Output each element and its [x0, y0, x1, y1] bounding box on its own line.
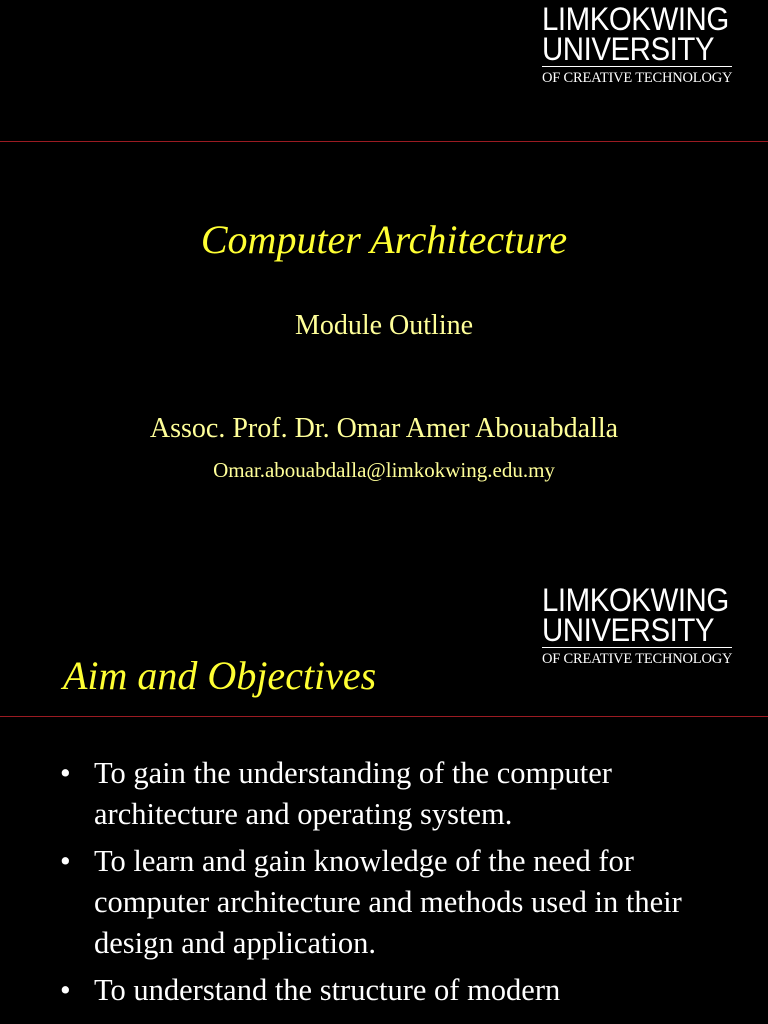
logo-line-1: LIMKOKWING [542, 582, 729, 618]
bullet-icon: • [60, 756, 71, 790]
logo-line-2: UNIVERSITY [542, 31, 715, 67]
header-divider [0, 141, 768, 142]
university-logo [542, 1, 760, 87]
bullet-text: To learn and gain knowledge of the need for computer architecture and methods used in their design and application. [94, 844, 682, 960]
slide-subtitle: Module Outline [294, 310, 474, 341]
objectives-list [60, 753, 750, 1017]
list-item [60, 841, 750, 964]
logo-line-2: UNIVERSITY [542, 612, 715, 648]
bullet-icon: • [60, 844, 71, 878]
bullet-text: To understand the structure of modern [94, 973, 561, 1007]
logo-line-3: OF CREATIVE TECHNOLOGY [542, 66, 732, 87]
header-divider [0, 716, 768, 717]
slide-title-heading: Computer Architecture [200, 217, 568, 262]
author-email: Omar.abouabdalla@limkokwing.edu.my [213, 458, 555, 482]
bullet-icon: • [60, 973, 71, 1007]
author-name: Assoc. Prof. Dr. Omar Amer Abouabdalla [149, 413, 619, 444]
logo-line-3: OF CREATIVE TECHNOLOGY [542, 647, 732, 668]
logo-line-1: LIMKOKWING [542, 1, 729, 37]
list-item [60, 753, 750, 835]
slide-aims [0, 575, 768, 1024]
aims-heading: Aim and Objectives [63, 653, 377, 698]
list-item [60, 970, 750, 1011]
university-logo [542, 582, 760, 668]
bullet-text: To gain the understanding of the computer architecture and operating system. [94, 756, 612, 831]
